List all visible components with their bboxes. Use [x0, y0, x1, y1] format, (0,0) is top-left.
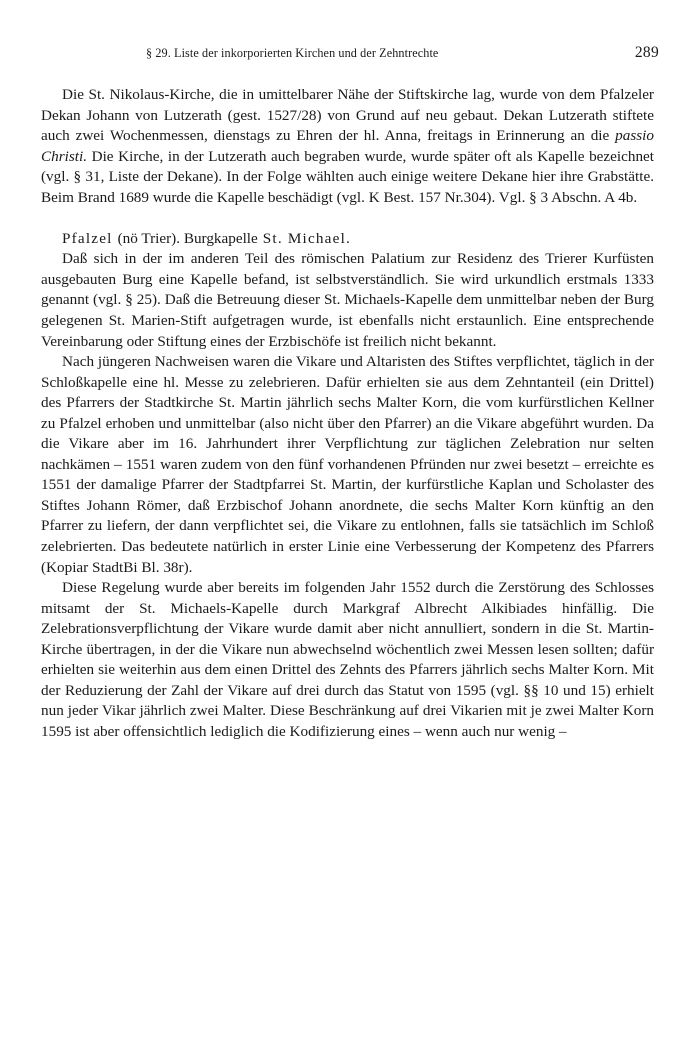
paragraph-burgkapelle: Daß sich in der im anderen Teil des römischen Palatium zur Residenz des Trierer Kurfüsten ausgebauten Burg eine Kapelle befand, ist selbstverständlich. Sie wird urkundlich erstmals 1333 genannt (vgl. § 25). Daß die Betreuung dieser St. Michaels-Kapelle dem unmittelbar neben der Burg gelegenen St. Marien-Stift aufgetragen wurde, ist ebenfalls nicht erstaunlich. Eine entsprechende Vereinbarung oder Stiftung eines der Erzbischöfe ist freilich nicht bekannt. — [41, 250, 654, 350]
paragraph-vikare: Nach jüngeren Nachweisen waren die Vikare und Altaristen des Stiftes verpflichtet, täglich in der Schloßkapelle eine hl. Messe zu zelebrieren. Dafür erhielten sie aus dem Zehntanteil (ein Drittel) des Pfarrers der Stadtkirche St. Martin jährlich sechs Malter Korn, die vom kurfürstlichen Kellner zu Pfalzel erhoben und unmittelbar (also nicht über den Pfarrer) an die Vikare abgeführt wurden. Da die Vikare aber im 16. Jahrhundert ihrer Verpflichtung zur täglichen Zelebration nur selten nachkämen – 1551 waren zudem von den fünf vorhandenen Pfründen nur zwei besetzt – erreichte es 1551 der damalige Pfarrer der Stadtpfarrei St. Martin, der kurfürstliche Kaplan und Scholaster des Stiftes Johann Römer, daß Erzbischof Johann anordnete, die sechs Malter Korn künftig an den Pfarrer zu liefern, der dann verpflichtet sei, die Vikare zu entlohnen, falls sie tatsächlich im Schloß zelebrierten. Das bedeutete natürlich in erster Linie eine Verbesserung der Kompetenz des Pfarrers (Kopiar StadtBi Bl. 38r). — [41, 353, 654, 576]
page-number: 289 — [634, 44, 659, 61]
section-heading — [41, 229, 654, 250]
paragraph-regelung: Diese Regelung wurde aber bereits im folgenden Jahr 1552 durch die Zerstörung des Schlosses mitsamt der St. Michaels-Kapelle durch Markgraf Albrecht Alkibiades hinfällig. Die Zelebrationsverpflichtung der Vikare wurde damit aber nicht annulliert, sondern in die St. Martin-Kirche übertragen, in der die Vikare nun abwechselnd wöchentlich zwei Messen lesen sollten; dafür erhielten sie weiterhin aus dem einen Drittel des Zehnts des Pfarrers jährlich sechs Malter Korn. Mit der Reduzierung der Zahl der Vikare auf drei durch das Statut von 1595 (vgl. §§ 10 und 15) erhielt nun jeder Vikar jährlich zwei Malter. Diese Beschränkung auf drei Vikarien mit je zwei Malter Korn 1595 ist aber offensichtlich lediglich die Kodifizierung eines – wenn auch nur wenig – — [41, 579, 654, 740]
heading-place: Pfalzel — [62, 229, 113, 247]
paragraph-text: Die St. Nikolaus-Kirche, die in umittelbarer Nähe der Stiftskirche lag, wurde von dem Pfalzeler Dekan Johann von Lutzerath (gest. 1527/28) von Grund auf neu gebaut. Dekan Lutzerath stiftete auch zwei Wochenmessen, dienstags zu Ehren der hl. Anna, freitags in Erinnerung an die — [41, 86, 654, 145]
body-text — [41, 85, 654, 742]
paragraph-text: Die Kirche, in der Lutzerath auch begraben wurde, wurde später oft als Kapelle bezeichnet (vgl. § 31, Liste der Dekane). In der Folge wählten auch einige weitere Dekane hier ihre Grabstätte. Beim Brand 1689 wurde die Kapelle beschädigt (vgl. K Best. 157 Nr.304). Vgl. § 3 Abschn. A 4b. — [41, 147, 654, 206]
italic-latin-term: passio Christi. — [41, 127, 654, 165]
heading-title: St. Michael. — [262, 229, 351, 247]
paragraph-nikolaus-kirche — [41, 85, 654, 208]
heading-note: (nö Trier). Burgkapelle — [117, 229, 258, 247]
page-header — [28, 40, 672, 64]
running-head: § 29. Liste der inkorporierten Kirchen und der Zehntrechte — [146, 46, 439, 60]
